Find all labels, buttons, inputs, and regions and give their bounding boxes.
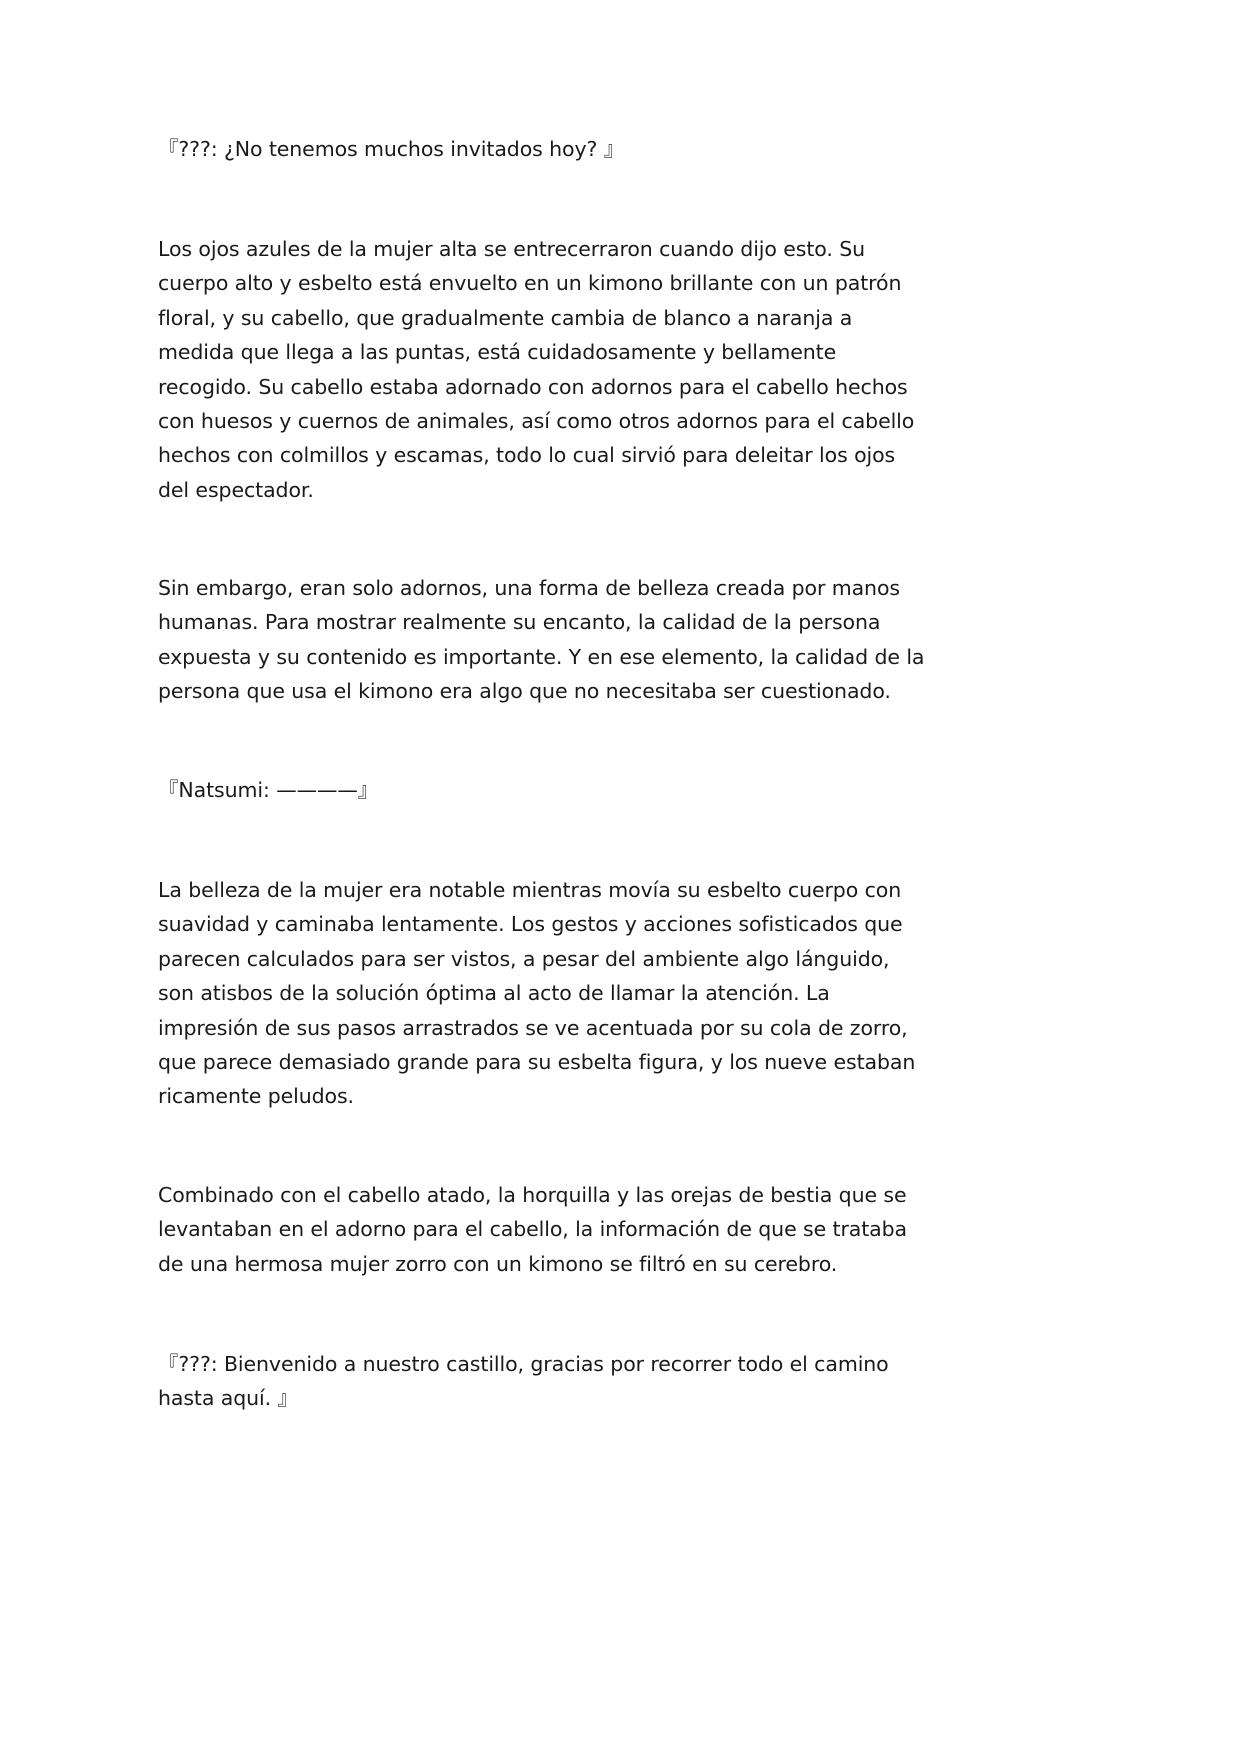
text-line: Los ojos azules de la mujer alta se entrecerraron cuando dijo esto. Su: [158, 237, 866, 261]
text-line: expuesta y su contenido es importante. Y en ese elemento, la calidad de la: [158, 644, 925, 669]
text-line: de una hermosa mujer zorro con un kimono se filtró en su cerebro.: [158, 1251, 838, 1276]
paragraph-ornaments: [158, 571, 958, 709]
paragraph-fox-woman: [158, 1178, 958, 1281]
text-line: que parece demasiado grande para su esbelta figura, y los nueve estaban: [158, 1050, 916, 1075]
text-line: parecen calculados para ser vistos, a pesar del ambiente algo lánguido,: [158, 946, 890, 971]
text-line: con huesos y cuernos de animales, así como otros adornos para el cabello: [158, 409, 915, 434]
text-line: hasta aquí. 』: [158, 1386, 298, 1411]
dialogue-line-welcome: [158, 1347, 958, 1416]
text-line: son atisbos de la solución óptima al acto de llamar la atención. La: [158, 981, 830, 1006]
text-line: suavidad y caminaba lentamente. Los gestos y acciones sofisticados que: [158, 912, 903, 937]
text-line: Combinado con el cabello atado, la horquilla y las orejas de bestia que se: [158, 1183, 907, 1207]
text-line: 『Natsumi: ————』: [158, 778, 379, 802]
paragraph-woman-movement: [158, 873, 958, 1114]
text-line: 『???: Bienvenido a nuestro castillo, gracias por recorrer todo el camino: [158, 1352, 889, 1376]
dialogue-line-natsumi: [158, 773, 958, 807]
text-line: persona que usa el kimono era algo que no necesitaba ser cuestionado.: [158, 679, 891, 704]
text-line: levantaban en el adorno para el cabello, la información de que se trataba: [158, 1217, 908, 1242]
text-line: ricamente peludos.: [158, 1084, 354, 1109]
text-line: 『???: ¿No tenemos muchos invitados hoy? 』: [158, 137, 625, 161]
text-line: Sin embargo, eran solo adornos, una forma de belleza creada por manos: [158, 576, 900, 600]
text-line: cuerpo alto y esbelto está envuelto en un kimono brillante con un patrón: [158, 271, 902, 296]
text-line: hechos con colmillos y escamas, todo lo cual sirvió para deleitar los ojos: [158, 443, 896, 468]
text-line: humanas. Para mostrar realmente su encanto, la calidad de la persona: [158, 610, 881, 635]
dialogue-line-guest-question: [158, 132, 958, 166]
text-line: recogido. Su cabello estaba adornado con adornos para el cabello hechos: [158, 374, 908, 399]
paragraph-woman-description: [158, 232, 958, 507]
text-line: floral, y su cabello, que gradualmente cambia de blanco a naranja a: [158, 305, 853, 330]
text-line: medida que llega a las puntas, está cuidadosamente y bellamente: [158, 340, 837, 365]
text-line: La belleza de la mujer era notable mientras movía su esbelto cuerpo con: [158, 878, 902, 902]
text-line: impresión de sus pasos arrastrados se ve acentuada por su cola de zorro,: [158, 1015, 908, 1040]
text-line: del espectador.: [158, 477, 314, 502]
